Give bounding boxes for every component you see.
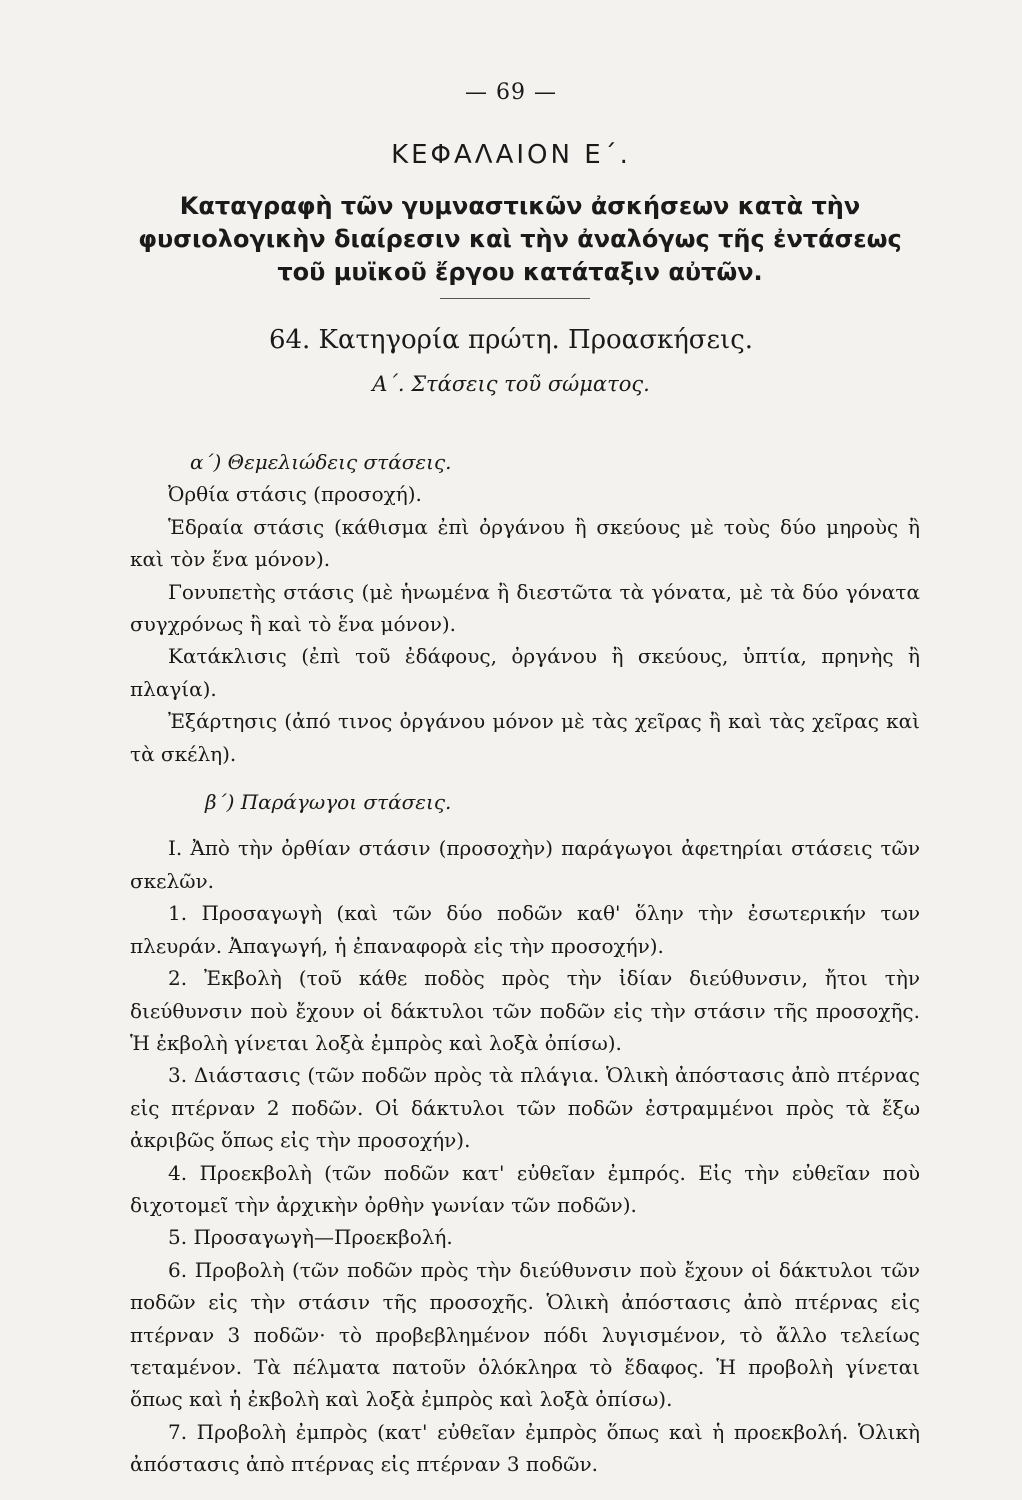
- chapter-title: [120, 190, 920, 289]
- title-divider: [440, 298, 590, 299]
- paragraph: I. Ἀπὸ τὴν ὀρθίαν στάσιν (προσοχὴν) παράγωγοι ἀφετηρίαι στάσεις τῶν σκελῶν.: [130, 836, 920, 893]
- paragraph: Κατάκλισις (ἐπὶ τοῦ ἐδάφους, ὀργάνου ἢ σκεύους, ὑπτία, πρηνὴς ἢ πλαγία).: [130, 644, 920, 701]
- paragraph: Ἐξάρτησις (ἀπό τινος ὀργάνου μόνον μὲ τὰς χεῖρας ἢ καὶ τὰς χεῖρας καὶ τὰ σκέλη).: [130, 709, 920, 766]
- page-number: — 69 —: [465, 80, 557, 105]
- section-heading: 64. Κατηγορία πρώτη. Προασκήσεις.: [268, 325, 754, 355]
- paragraph: Γονυπετὴς στάσις (μὲ ἡνωμένα ἢ διεστῶτα τὰ γόνατα, μὲ τὰ δύο γόνατα συγχρόνως ἢ καὶ τὸ ἕνα μόνον).: [130, 579, 920, 637]
- chapter-title-line: τοῦ μυϊκοῦ ἔργου κατάταξιν αὐτῶν.: [277, 258, 763, 286]
- paragraph: 3. Διάστασις (τῶν ποδῶν πρὸς τὰ πλάγια. Ὁλικὴ ἀπόστασις ἀπὸ πτέρνας εἰς πτέρναν 2 ποδῶν. Οἱ δάκτυλοι τῶν ποδῶν ἐστραμμένοι πρὸς τὰ ἔξω ἀκριβῶς ὅπως εἰς τὴν προσοχήν).: [130, 1063, 920, 1153]
- paragraph: 1. Προσαγωγὴ (καὶ τῶν δύο ποδῶν καθ' ὅλην τὴν ἐσωτερικήν των πλευράν. Ἀπαγωγή, ἡ ἐπαναφορὰ εἰς τὴν προσοχήν).: [130, 901, 920, 958]
- paragraph: 6. Προβολὴ (τῶν ποδῶν πρὸς τὴν διεύθυνσιν ποὺ ἔχουν οἱ δάκτυλοι τῶν ποδῶν εἰς τὴν στάσιν τῆς προσοχῆς. Ὁλικὴ ἀπόστασις ἀπὸ πτέρνας εἰς πτέρναν 3 ποδῶν· τὸ προβεβλημένον πόδι λυγισμένον, τὸ ἄλλο τελείως τεταμένον. Τὰ πέλματα πατοῦν ὁλόκληρα τὸ ἔδαφος. Ἡ προβολὴ γίνεται ὅπως καὶ ἡ ἐκβολὴ καὶ λοξὰ ἐμπρὸς καὶ λοξὰ ὀπίσω).: [130, 1257, 920, 1412]
- paragraph: Ὀρθία στάσις (προσοχή).: [168, 482, 422, 507]
- sub-heading-b: β΄) Παράγωγοι στάσεις.: [205, 790, 452, 815]
- body-text: [130, 446, 920, 1481]
- paragraph: 2. Ἐκβολὴ (τοῦ κάθε ποδὸς πρὸς τὴν ἰδίαν διεύθυνσιν, ἤτοι τὴν διεύθυνσιν ποὺ ἔχουν οἱ δάκτυλοι τῶν ποδῶν εἰς τὴν στάσιν τῆς προσοχῆς. Ἡ ἐκβολὴ γίνεται λοξὰ ἐμπρὸς καὶ λοξὰ ὀπίσω).: [130, 966, 920, 1055]
- chapter-title-line: φυσιολογικὴν διαίρεσιν καὶ τὴν ἀναλόγως τῆς ἐντάσεως: [138, 225, 902, 253]
- sub-heading-a: α΄) Θεμελιώδεις στάσεις.: [190, 450, 452, 474]
- chapter-title-line: Καταγραφὴ τῶν γυμναστικῶν ἀσκήσεων κατὰ τὴν: [179, 192, 861, 220]
- chapter-heading: ΚΕΦΑΛΑΙΟΝ Ε΄.: [391, 140, 631, 170]
- paragraph: 5. Προσαγωγὴ—Προεκβολή.: [168, 1225, 453, 1250]
- paragraph: Ἑδραία στάσις (κάθισμα ἐπὶ ὀργάνου ἢ σκεύους μὲ τοὺς δύο μηροὺς ἢ καὶ τὸν ἕνα μόνον).: [130, 514, 920, 572]
- paragraph: 4. Προεκβολὴ (τῶν ποδῶν κατ' εὐθεῖαν ἐμπρός. Εἰς τὴν εὐθεῖαν ποὺ διχοτομεῖ τὴν ἀρχικὴν ὀρθὴν γωνίαν τῶν ποδῶν).: [130, 1160, 920, 1217]
- paragraph: 7. Προβολὴ ἐμπρὸς (κατ' εὐθεῖαν ἐμπρὸς ὅπως καὶ ἡ προεκβολή. Ὁλικὴ ἀπόστασις ἀπὸ πτέρνας εἰς πτέρναν 3 ποδῶν.: [130, 1419, 920, 1477]
- subsection-heading: Α΄. Στάσεις τοῦ σώματος.: [372, 372, 650, 396]
